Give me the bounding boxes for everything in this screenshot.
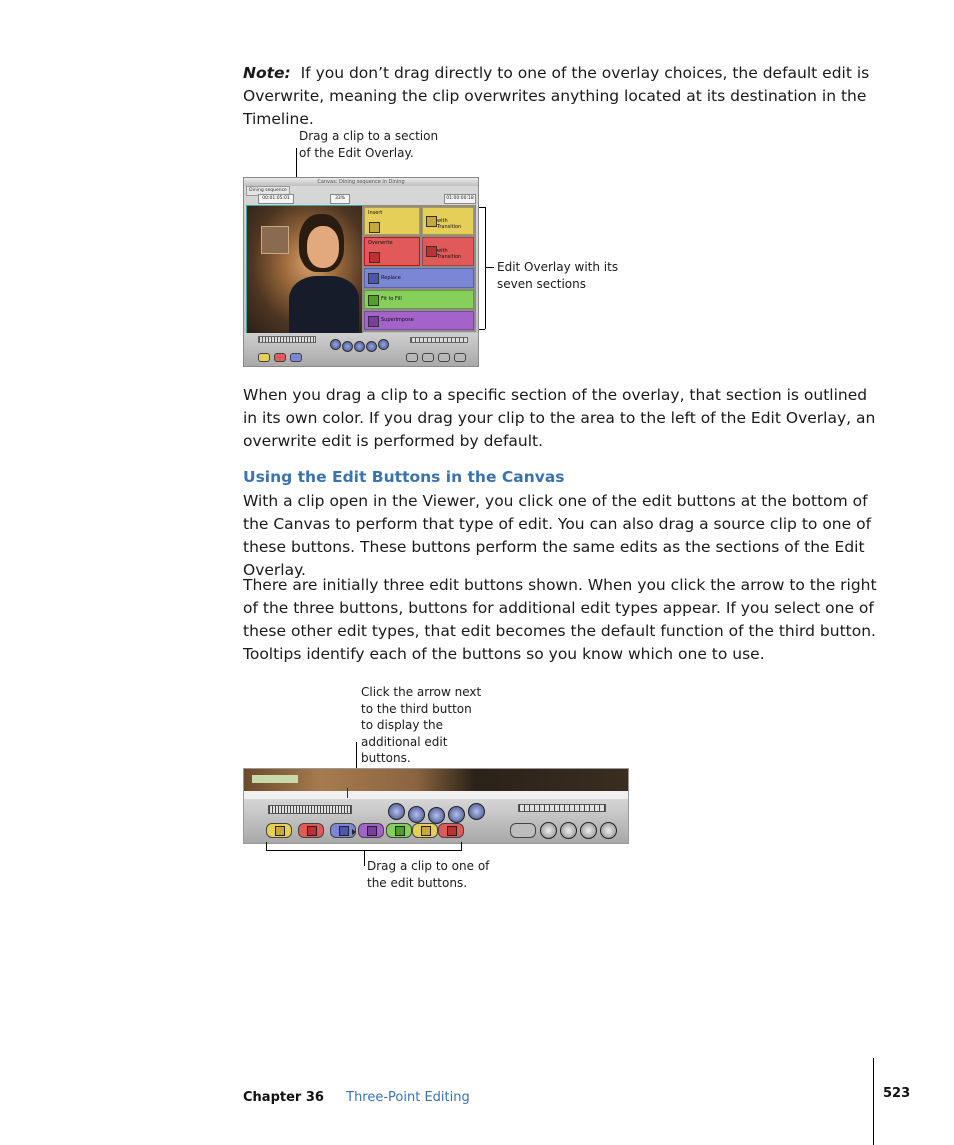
footer-divider <box>873 1058 874 1145</box>
overwrite-transition-icon <box>426 246 437 257</box>
play-button-large[interactable] <box>428 807 445 824</box>
overwrite-with-transition-button[interactable] <box>438 823 464 838</box>
add-keyframe-button-large[interactable] <box>580 822 597 839</box>
strip-video-frame <box>244 769 628 791</box>
mark-out-button[interactable] <box>378 339 389 350</box>
bracket2-left <box>266 842 267 850</box>
bracket2-right <box>461 842 462 850</box>
insert-icon-large <box>275 826 285 836</box>
add-motion-keyframe-button[interactable] <box>600 822 617 839</box>
mark-out-button-large[interactable] <box>468 803 485 820</box>
next-edit-button-large[interactable] <box>448 806 465 823</box>
overlay-insert[interactable]: Insert <box>364 207 420 235</box>
note-text: If you don’t drag directly to one of the overlay choices, the default edit is Overwrite, meaning the clip overwrites anything located at its destination in the Timeline. <box>243 64 870 128</box>
mark-clip-button[interactable] <box>422 353 434 362</box>
paragraph-overlay-outline: When you drag a clip to a specific section of the overlay, that section is outlined in its own color. If you drag your clip to the area to the left of the Edit Overlay, an overwrite edit is performed by default. <box>243 386 876 450</box>
fit-to-fill-button[interactable] <box>386 823 412 838</box>
video-subject-coat <box>289 276 359 333</box>
prev-edit-button-large[interactable] <box>408 806 425 823</box>
zoom-popup[interactable]: 33% <box>330 194 350 204</box>
mark-in-button-large[interactable] <box>388 803 405 820</box>
next-edit-button[interactable] <box>366 341 377 352</box>
timecode-current[interactable]: 01:00:00:18 <box>444 194 476 204</box>
paragraph-additional-buttons: There are initially three edit buttons shown. When you click the arrow to the right of the three buttons, buttons for additional edit types appear. If you select one of these other edit types, that edit becomes the default function of the third button. Tooltips identify each of the buttons so you know which one to use. <box>243 576 877 663</box>
overlay-overwrite-with-transition[interactable]: with Transition <box>422 237 474 266</box>
footer-chapter-info <box>243 1086 470 1105</box>
insert-transition-icon-large <box>421 826 431 836</box>
strip-transport-controls <box>244 799 628 843</box>
section-heading: Using the Edit Buttons in the Canvas <box>243 468 565 486</box>
insert-button[interactable] <box>266 823 292 838</box>
superimpose-icon-large <box>367 826 377 836</box>
canvas-titlebar: Canvas: Dining sequence in Dining <box>244 178 478 186</box>
overwrite-edit-button[interactable] <box>274 353 286 362</box>
overwrite-icon-large <box>307 826 317 836</box>
replace-edit-button[interactable] <box>290 353 302 362</box>
overlay-overwrite[interactable]: Overwrite <box>364 237 420 266</box>
note-label: Note: <box>243 64 291 82</box>
add-marker-button[interactable] <box>438 353 450 362</box>
page-number: 523 <box>883 1086 911 1101</box>
mark-in-button[interactable] <box>330 339 341 350</box>
playhead[interactable] <box>347 788 348 798</box>
expand-arrow-icon[interactable] <box>352 829 356 835</box>
insert-icon <box>369 222 380 233</box>
insert-transition-icon <box>426 216 437 227</box>
fit-to-fill-icon <box>368 295 379 306</box>
footer-chapter: Chapter 36 <box>243 1090 324 1105</box>
shuttle-control-large[interactable] <box>268 805 352 814</box>
play-button[interactable] <box>354 341 365 352</box>
video-subject-face <box>307 226 339 268</box>
callout-drag-to-button: Drag a clip to one of the edit buttons. <box>367 859 490 890</box>
bracket-vertical <box>485 207 486 329</box>
jog-control[interactable] <box>410 337 468 343</box>
edit-overlay <box>362 205 476 332</box>
footer-chapter-title: Three-Point Editing <box>346 1090 470 1105</box>
insert-edit-button[interactable] <box>258 353 270 362</box>
paragraph-edit-buttons: With a clip open in the Viewer, you click one of the edit buttons at the bottom of the Canvas to perform that type of edit. You can also drag a source clip to one of these buttons. These buttons perform the same edits as the sections of the Edit Overlay. <box>243 492 872 579</box>
sequence-tab[interactable]: Dining sequence <box>246 186 290 196</box>
replace-icon <box>368 273 379 284</box>
note-paragraph <box>243 62 883 131</box>
video-title-safe-overlay <box>252 775 298 783</box>
match-frame-button[interactable] <box>406 353 418 362</box>
bracket2-leader <box>364 850 365 866</box>
superimpose-icon <box>368 316 379 327</box>
superimpose-button[interactable] <box>358 823 384 838</box>
canvas-controls-strip <box>243 768 629 844</box>
overlay-insert-with-transition[interactable]: with Transition <box>422 207 474 235</box>
callout-click-arrow: Click the arrow next to the third button to display the additional edit buttons. <box>361 685 482 765</box>
overwrite-icon <box>369 252 380 263</box>
fit-to-fill-icon-large <box>395 826 405 836</box>
canvas-window <box>243 177 479 367</box>
overwrite-transition-icon-large <box>447 826 457 836</box>
add-keyframe-button[interactable] <box>454 353 466 362</box>
dragged-clip-thumbnail[interactable] <box>261 226 289 254</box>
mark-clip-button-large[interactable] <box>540 822 557 839</box>
insert-with-transition-button[interactable] <box>412 823 438 838</box>
match-frame-button-large[interactable] <box>510 823 536 838</box>
canvas-video-frame[interactable] <box>246 205 363 334</box>
overwrite-button[interactable] <box>298 823 324 838</box>
overlay-superimpose[interactable]: Superimpose <box>364 311 474 330</box>
prev-edit-button[interactable] <box>342 341 353 352</box>
callout-edit-overlay: Edit Overlay with its seven sections <box>497 260 619 291</box>
shuttle-control[interactable] <box>258 336 316 343</box>
overlay-replace[interactable]: Replace <box>364 268 474 288</box>
timecode-duration[interactable]: 00:01:05:01 <box>258 194 294 204</box>
bracket-leader <box>485 267 494 268</box>
replace-icon-large <box>339 826 349 836</box>
add-marker-button-large[interactable] <box>560 822 577 839</box>
jog-control-large[interactable] <box>518 804 606 812</box>
canvas-transport-controls <box>244 333 478 366</box>
overlay-fit-to-fill[interactable]: Fit to Fill <box>364 290 474 309</box>
callout-drag-to-section: Drag a clip to a section of the Edit Overlay. <box>299 129 439 160</box>
